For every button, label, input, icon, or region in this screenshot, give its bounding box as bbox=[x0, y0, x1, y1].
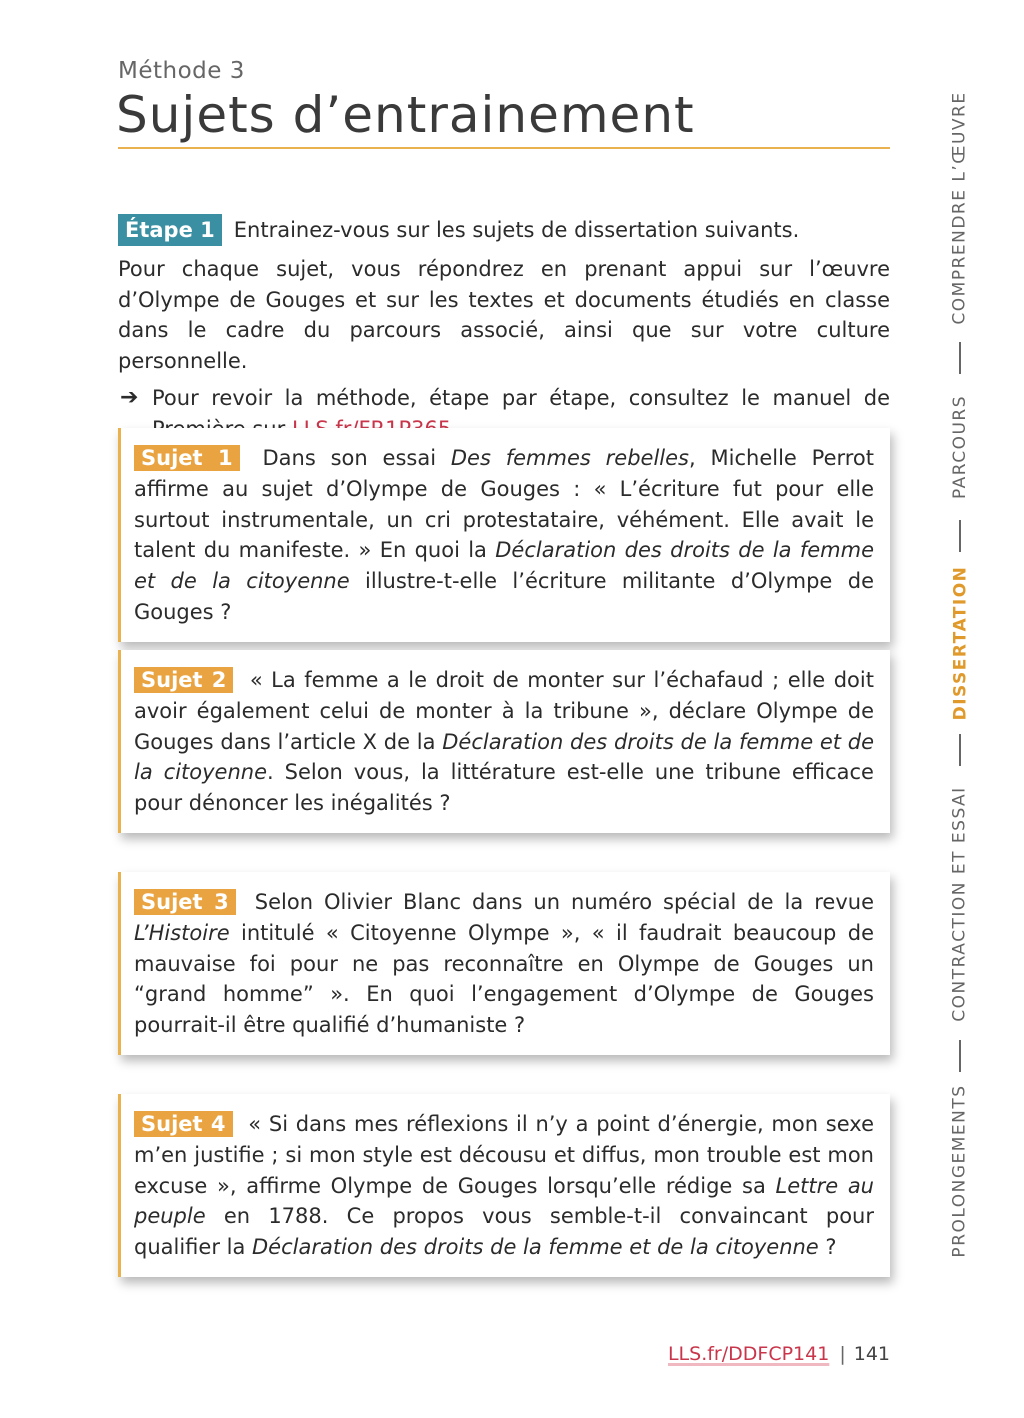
step-badge: Étape 1 bbox=[118, 214, 222, 246]
page-footer bbox=[668, 1343, 890, 1365]
subject-text: en 1788. Ce propos vous semble-t-il convaincant pour qualifier la bbox=[134, 1204, 874, 1260]
section-tabs bbox=[930, 80, 990, 1270]
subject-italic: Déclaration des droits de la femme et de la citoyenne bbox=[134, 729, 874, 785]
subject-badge: Sujet 4 bbox=[134, 1111, 233, 1137]
subject-text: ? bbox=[818, 1235, 837, 1260]
tab-label: PROLONGEMENTS bbox=[950, 1084, 970, 1258]
tab-divider bbox=[959, 342, 961, 374]
subject-italic: L’Histoire bbox=[134, 920, 230, 945]
subject-text: illustre-t-elle l’écriture militante d’Olympe de Gouges ? bbox=[134, 569, 874, 624]
tab-label: CONTRACTION ET ESSAI bbox=[950, 786, 971, 1022]
subject-badge: Sujet 2 bbox=[134, 667, 233, 693]
tab-comprendre-oeuvre[interactable] bbox=[930, 80, 990, 336]
subject-text: « Si dans mes réflexions il n’y a point d’énergie, mon sexe m’en justifie ; si mon style est décousu et diffus, mon trouble est mon excuse », affirme Olympe de Gouges lorsqu’elle rédige sa bbox=[134, 1112, 874, 1198]
arrow-right-icon: ➔ bbox=[120, 385, 139, 410]
tab-divider bbox=[959, 1040, 961, 1072]
step-intro: Pour chaque sujet, vous répondrez en prenant appui sur l’œuvre d’Olympe de Gouges et sur les textes et documents étudiés en classe dans le cadre du parcours associé, ainsi que sur votre culture personnelle. bbox=[118, 257, 890, 373]
title-underline bbox=[118, 147, 890, 149]
page-title: Sujets d’entrainement bbox=[116, 86, 695, 144]
step-heading-line bbox=[118, 214, 890, 246]
subject-text: Dans son essai bbox=[262, 446, 451, 470]
subject-italic: Lettre au peuple bbox=[134, 1173, 874, 1229]
subject-italic: Déclaration des droits de la femme et de la citoyenne bbox=[134, 538, 874, 594]
subject-badge: Sujet 3 bbox=[134, 889, 236, 915]
subject-text: , Michelle Perrot affirme au sujet d’Olympe de Gouges : « L’écriture fut pour elle surtout instrumentale, un cri protestataire, véhément. Elle avait le talent du manifeste. » En quoi la bbox=[134, 446, 875, 563]
subject-card-3 bbox=[118, 872, 890, 1055]
step-heading: Entrainez-vous sur les sujets de dissertation suivants. bbox=[233, 217, 800, 242]
tab-divider bbox=[959, 520, 961, 552]
subject-badge: Sujet 1 bbox=[134, 445, 240, 471]
subject-text: . Selon vous, la littérature est-elle une tribune efficace pour dénoncer les inégalités ? bbox=[134, 760, 874, 816]
method-kicker: Méthode 3 bbox=[118, 58, 245, 84]
subject-italic: Déclaration des droits de la femme et de la citoyenne bbox=[252, 1235, 819, 1260]
subject-text: intitulé « Citoyenne Olympe », « il faudrait beaucoup de mauvaise foi pour ne pas reconnaître en Olympe de Gouges un “grand homme” ». En quoi l’engagement d’Olympe de Gouges pourrait-il être qualifié d’humaniste ? bbox=[134, 920, 874, 1038]
tab-label: DISSERTATION bbox=[950, 565, 971, 721]
subject-card-1 bbox=[118, 428, 890, 642]
tab-prolongements[interactable] bbox=[930, 1076, 990, 1266]
tab-dissertation[interactable] bbox=[930, 558, 990, 728]
subject-italic: Des femmes rebelles bbox=[450, 446, 689, 470]
subject-text: « La femme a le droit de monter sur l’échafaud ; elle doit avoir également celui de monter à la tribune », déclare Olympe de Gouges dans l’article X de la bbox=[134, 668, 874, 754]
reference-text: Pour revoir la méthode, étape par étape, consultez le manuel de bbox=[152, 386, 890, 410]
tab-label: PARCOURS bbox=[950, 394, 970, 500]
subject-card-4 bbox=[118, 1094, 890, 1277]
tab-contraction-essai[interactable] bbox=[930, 772, 990, 1036]
page-number: 141 bbox=[853, 1343, 890, 1365]
footer-link[interactable]: LLS.fr/DDFCP141 bbox=[667, 1343, 830, 1365]
subject-card-2 bbox=[118, 650, 890, 833]
footer-separator: | bbox=[839, 1343, 846, 1365]
tab-label: COMPRENDRE L’ŒUVRE bbox=[950, 91, 970, 325]
tab-parcours[interactable] bbox=[930, 380, 990, 514]
subject-text: Selon Olivier Blanc dans un numéro spécial de la revue bbox=[254, 890, 874, 914]
tab-divider bbox=[959, 734, 961, 766]
step-section bbox=[118, 214, 890, 444]
